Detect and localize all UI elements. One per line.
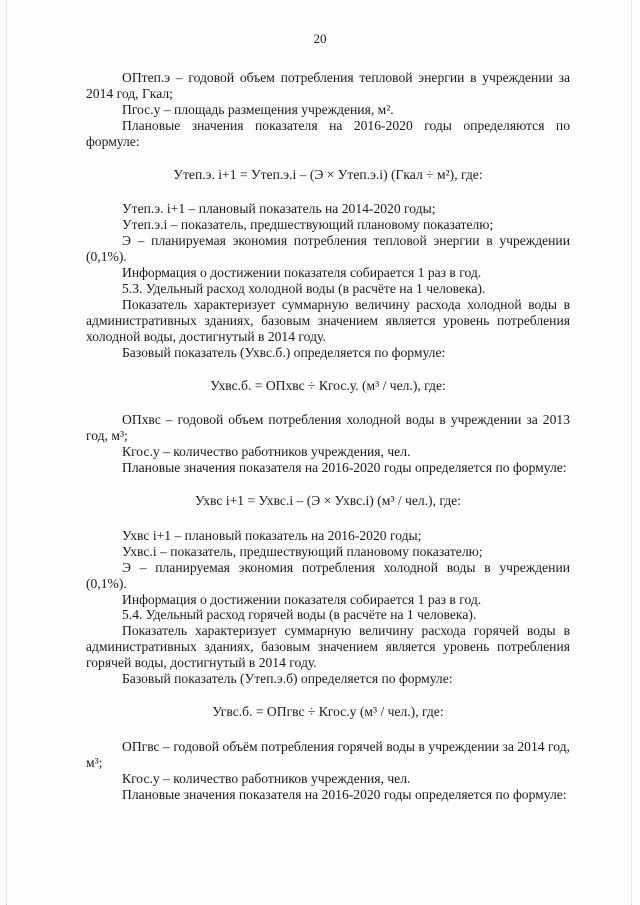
paragraph: Информация о достижении показателя собирается 1 раз в год. [122,265,482,281]
document-body [86,70,570,803]
paragraph: ОПхвс – годовой объем потребления холодной воды в учреждении за 2013 год, м³; [86,412,570,444]
paragraph: Пгос.у – площадь размещения учреждения, м². [122,101,394,117]
paragraph: Плановые значения показателя на 2016-2020 годы определяется по формуле: [122,460,567,476]
paragraph: Ухвс i+1 – плановый показатель на 2016-2020 годы; [122,527,422,543]
scan-edge-right [631,0,633,905]
paragraph: Утеп.э. i+1 – плановый показатель на 2014-2020 годы; [122,201,436,217]
paragraph: ОПгвс – годовой объём потребления горячей воды в учреждении за 2014 год, м³; [86,738,570,770]
section-heading: 5.4. Удельный расход горячей воды (в расчёте на 1 человека). [122,607,477,623]
paragraph: Э – планируемая экономия потребления тепловой энергии в учреждении (0,1%). [86,233,570,265]
paragraph: Информация о достижении показателя собирается 1 раз в год. [122,591,482,607]
formula: Утеп.э. i+1 = Утеп.э.i – (Э × Утеп.э.i) (Гкал ÷ м²), где: [173,166,483,182]
paragraph: Плановые значения показателя на 2016-2020 годы определяются по формуле: [86,117,570,149]
paragraph: Э – планируемая экономия потребления холодной воды в учреждении (0,1%). [86,559,570,591]
paragraph: Плановые значения показателя на 2016-2020 годы определяется по формуле: [122,786,567,802]
paragraph: Кгос.у – количество работников учреждения, чел. [122,770,411,786]
formula: Угвс.б. = ОПгвс ÷ Кгос.у (м³ / чел.), где: [212,704,444,719]
formula: Ухвс i+1 = Ухвс.i – (Э × Ухвс.i) (м³ / чел.), где: [194,493,461,509]
scan-edge-left [6,0,8,905]
paragraph: Показатель характеризует суммарную величину расхода горячей воды в административных зданиях, базовым значением является уровень потребления горячей воды, достигнутый в 2014 году. [86,623,570,671]
section-heading: 5.3. Удельный расход холодной воды (в расчёте на 1 человека). [122,280,486,296]
paragraph: Кгос.у – количество работников учреждения, чел. [122,444,411,460]
paragraph: ОПтеп.э – годовой объем потребления тепловой энергии в учреждении за 2014 год, Гкал; [86,70,570,101]
paragraph: Базовый показатель (Ухвс.б.) определяется по формуле: [122,344,446,360]
paragraph: Базовый показатель (Утеп.э.б) определяется по формуле: [122,671,453,687]
paragraph: Показатель характеризует суммарную величину расхода холодной воды в административных зданиях, базовым значением является уровень потребления холодной воды, достигнутый в 2014 году. [86,296,570,344]
page-number: 20 [313,31,327,46]
paragraph: Утеп.э.i – показатель, предшествующий плановому показателю; [122,217,494,233]
paragraph: Ухвс.i – показатель, предшествующий плановому показателю; [122,543,483,559]
formula: Ухвс.б. = ОПхвс ÷ Кгос.у. (м³ / чел.), где: [210,377,446,393]
